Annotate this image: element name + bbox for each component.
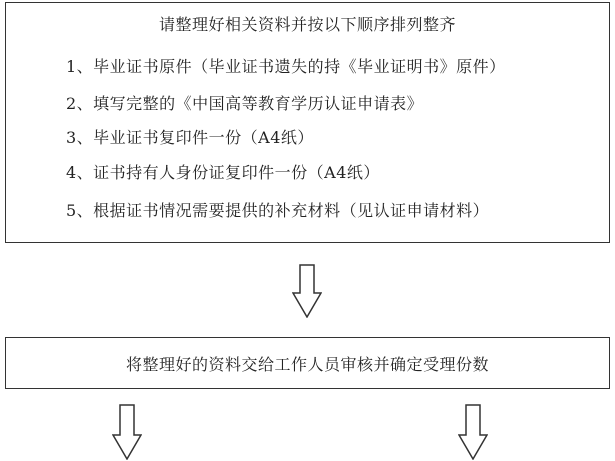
step-5: 5、根据证书情况需要提供的补充材料（见认证申请材料） <box>66 201 490 220</box>
down-arrow-icon <box>458 404 488 460</box>
submit-box <box>5 337 610 389</box>
step-4: 4、证书持有人身份证复印件一份（A4纸） <box>66 163 380 182</box>
requirements-title: 请整理好相关资料并按以下顺序排列整齐 <box>158 15 456 34</box>
down-arrow-icon <box>112 404 142 460</box>
requirements-box <box>5 2 610 243</box>
submit-title: 将整理好的资料交给工作人员审核并确定受理份数 <box>125 355 489 374</box>
step-3: 3、毕业证书复印件一份（A4纸） <box>66 128 314 147</box>
step-1: 1、毕业证书原件（毕业证书遗失的持《毕业证明书》原件） <box>66 57 506 76</box>
step-2: 2、填写完整的《中国高等教育学历认证申请表》 <box>66 94 424 113</box>
down-arrow-icon <box>292 264 322 318</box>
